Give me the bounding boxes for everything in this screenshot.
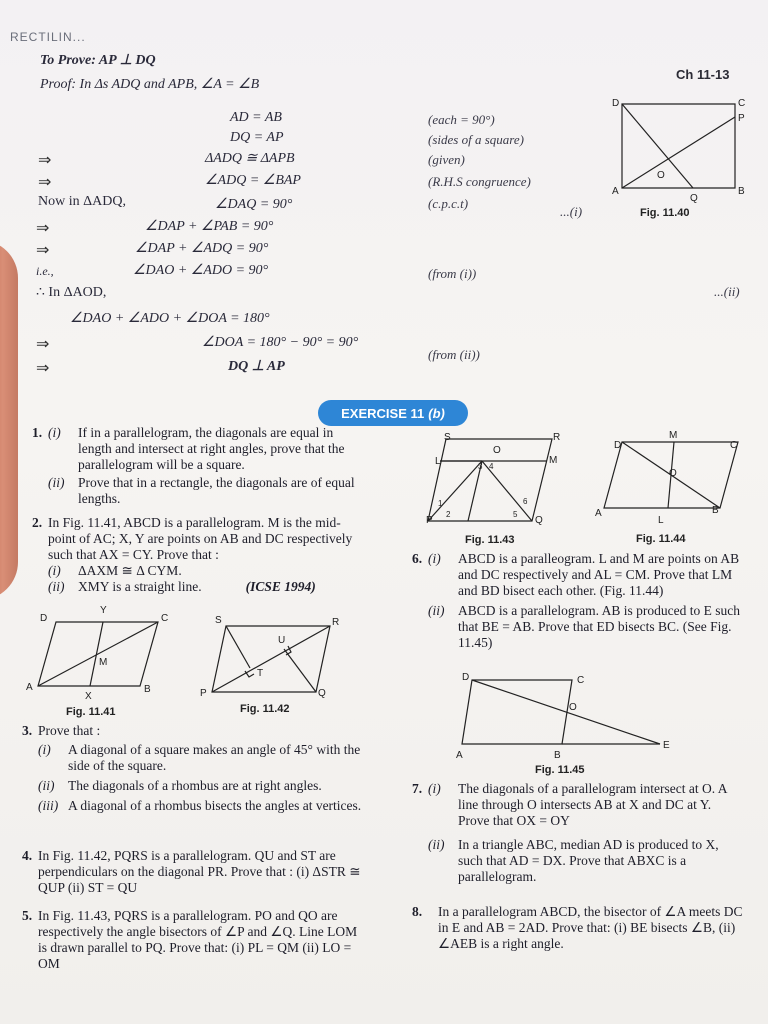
fig1143-line-po [428,461,482,521]
proof-stmt-0: AD = AB [230,110,282,125]
question-7 [412,781,744,885]
fig1140-label-a: A [612,186,619,197]
proof-arrow-6: ⇒ [36,242,50,259]
proof-reason-4: (c.p.c.t) [428,196,469,211]
q1-number: 1. [32,425,43,440]
fig1142-line-st [226,626,250,668]
proof-arrow-7: i.e., [36,264,54,278]
fig1145-label-e: E [663,740,670,751]
q5-text: In Fig. 11.43, PQRS is a parallelogram. PO and QO are respectively the angle bisectors of ∠P and ∠Q. Line LOM is drawn parallel to PQ. Prove that: (i) PL = QM (ii) LO = OM [38,908,358,971]
finger-edge [0,240,18,600]
fig1143-angle-1: 1 [438,499,443,508]
fig1145-label-a: A [456,750,463,761]
proof-arrow-4: Now in ΔADQ, [38,194,126,209]
question-8 [412,904,744,952]
fig1142-label-q: Q [318,688,326,699]
fig1142-right-angle-t [245,671,254,677]
q2-i-text: ΔAXM ≅ Δ CYM. [78,563,182,578]
q6-ii-label: (ii) [428,603,445,618]
q2-ii-label: (ii) [48,579,65,594]
q5-number: 5. [22,908,33,923]
fig1144-caption: Fig. 11.44 [636,533,686,545]
fig1143-label-o: O [493,445,501,456]
fig1143-angle-2: 2 [446,510,451,519]
q7-ii-text: In a triangle ABC, median AD is produced to X, such that AD = DX. Prove that ABXC is a parallelogram. [458,837,719,884]
fig1141-label-d: D [40,613,48,624]
q3-iii-text: A diagonal of a rhombus bisects the angles at vertices. [68,798,362,813]
q3-i-text: A diagonal of a square makes an angle of 45° with the side of the square. [68,742,361,773]
q7-i-label: (i) [428,781,441,796]
q3-ii-label: (ii) [38,778,55,793]
proof-stmt-6: ∠DAP + ∠ADQ = 90° [135,241,269,256]
fig1140-line-ap [622,117,735,188]
fig1142-line-qu [284,649,316,692]
question-1 [32,425,362,507]
proof-tag-i: ...(i) [560,204,583,219]
figure-11-44 [604,440,744,520]
q3-i-label: (i) [38,742,51,757]
fig1143-angle-5: 5 [513,510,518,519]
fig1142-label-p: P [200,688,207,699]
proof-in-aod: ∴ In ΔAOD, [36,285,107,300]
question-6 [412,551,742,651]
fig1143-caption: Fig. 11.43 [465,534,515,546]
question-5 [22,908,362,972]
fig1143-label-m: M [549,455,558,466]
fig1140-label-d: D [612,98,620,109]
fig1142-label-u: U [278,635,286,646]
q3-number: 3. [22,723,33,738]
fig1145-label-d: D [462,672,470,683]
fig1140-label-q: Q [690,193,698,204]
fig1145-label-o: O [569,702,577,713]
question-2 [32,515,362,595]
proof-stmt-2: ΔADQ ≅ ΔAPB [205,151,295,166]
q2-number: 2. [32,515,43,530]
proof-arrow-5: ⇒ [36,220,50,237]
fig1141-label-c: C [161,613,169,624]
fig1142-diagonal-pr [212,626,330,692]
fig1145-parallelogram [462,680,572,744]
fig1141-label-y: Y [100,605,107,616]
fig1140-label-b: B [738,186,745,197]
fig1143-label-q: Q [535,515,543,526]
fig1143-parallelogram [428,439,552,521]
fig1141-label-x: X [85,691,92,702]
fig1142-caption: Fig. 11.42 [240,703,290,715]
fig1141-caption: Fig. 11.41 [66,706,116,718]
proof-reason-1: (sides of a square) [428,132,524,147]
q6-number: 6. [412,551,423,566]
proof-reason-2: (given) [428,152,465,167]
proof-stmt-5: ∠DAP + ∠PAB = 90° [145,219,274,234]
q2-i-label: (i) [48,563,61,578]
fig1144-label-d: D [614,440,622,451]
proof-sum-line: ∠DAO + ∠ADO + ∠DOA = 180° [70,311,270,326]
q2-ii-text: XMY is a straight line. [78,579,202,594]
proof-doa-reason: (from (ii)) [428,347,480,362]
figure-11-40 [605,95,755,205]
fig1140-label-c: C [738,98,746,109]
fig1145-label-c: C [577,675,585,686]
fig1143-angle-6: 6 [523,497,528,506]
fig1144-label-o: O [669,468,677,479]
fig1143-angle-3: 3 [478,462,483,471]
question-4 [22,848,362,896]
fig1140-square [622,104,735,188]
fig1143-label-l: L [435,456,441,467]
proof-stmt-3: ∠ADQ = ∠BAP [205,173,301,188]
proof-reason-0: (each = 90°) [428,112,495,127]
exercise-banner [318,400,468,426]
fig1142-label-s: S [215,615,222,626]
proof-arrow-2: ⇒ [38,152,52,169]
chapter-tag: Ch 11-13 [676,67,730,82]
q7-i-text: The diagonals of a parallelogram intersect at O. A line through O intersects AB at X and DC at Y. Prove that OX = OY [458,781,727,828]
q6-i-text: ABCD is a paralleogram. L and M are points on AB and DC respectively and AL = CM. Prove that LM and BD bisect each other. (Fig. 11.44) [458,551,740,598]
q1-ii-text: Prove that in a rectangle, the diagonals are of equal lengths. [78,475,355,506]
fig1141-label-b: B [144,684,151,695]
fig1145-label-b: B [554,750,561,761]
proof-arrow-9: ⇒ [36,360,50,377]
q7-number: 7. [412,781,423,796]
fig1140-label-p: P [738,113,745,124]
q1-i-text: If in a parallelogram, the diagonals are equal in length and intersect at right angles, prove that the parallelogram will be a square. [78,425,345,472]
exercise-title: EXERCISE 11 [341,405,425,421]
fig1143-label-r: R [553,432,561,443]
fig1142-label-r: R [332,617,340,628]
exercise-part: (b) [428,405,445,421]
q3-ii-text: The diagonals of a rhombus are at right angles. [68,778,322,793]
proof-tag-ii: ...(ii) [714,284,740,299]
q2-text: In Fig. 11.41, ABCD is a parallelogram. M is the mid-point of AC; X, Y are points on AB and DC respectively such that AX = CY. Prove that : [48,515,353,562]
q6-ii-text: ABCD is a parallelogram. AB is produced to E such that BE = AB. Prove that ED bisects BC. (See Fig. 11.45) [458,603,740,650]
q1-i-label: (i) [48,425,61,440]
running-head: RECTILIN... [10,30,86,44]
fig1145-line-de [472,680,660,744]
q7-ii-label: (ii) [428,837,445,852]
fig1145-caption: Fig. 11.45 [535,764,585,776]
fig1143-label-p: P [426,515,433,526]
q4-text: In Fig. 11.42, PQRS is a parallelogram. QU and ST are perpendiculars on the diagonal PR. Prove that : (i) ΔSTR ≅ QUP (ii) ST = QU [38,848,361,895]
q2-source: (ICSE 1994) [245,579,316,594]
fig1142-label-t: T [257,668,264,679]
q3-iii-label: (iii) [38,798,59,813]
to-prove: To Prove: AP ⊥ DQ [40,53,156,68]
fig1144-label-b: B [712,505,719,516]
proof-arrow-3: ⇒ [38,174,52,191]
q4-number: 4. [22,848,33,863]
fig1141-label-m: M [99,657,108,668]
proof-stmt-1: DQ = AP [230,130,284,145]
fig1143-angle-4: 4 [489,462,494,471]
proof-reason-3: (R.H.S congruence) [428,174,531,189]
proof-doa-line: ∠DOA = 180° − 90° = 90° [202,335,359,350]
fig1144-label-a: A [595,508,602,519]
proof-conclusion: DQ ⊥ AP [228,359,285,374]
fig1141-line-xy [90,622,103,686]
fig1144-label-l: L [658,515,664,526]
fig1141-label-a: A [26,682,33,693]
fig1144-label-c: C [730,440,738,451]
question-3 [22,723,362,814]
fig1141-diagonal-ac [38,622,158,686]
q1-ii-label: (ii) [48,475,65,490]
proof-intro: Proof: In Δs ADQ and APB, ∠A = ∠B [40,77,260,92]
q8-text: In a parallelogram ABCD, the bisector of ∠A meets DC in E and AB = 2AD. Prove that: (i) BE bisects ∠B, (ii) ∠AEB is a right angle. [438,904,743,951]
figure-11-45 [462,678,682,748]
fig1140-label-o: O [657,170,665,181]
q8-number: 8. [412,904,423,919]
proof-stmt-4: ∠DAQ = 90° [215,197,293,212]
fig1144-label-m: M [669,430,678,441]
q6-i-label: (i) [428,551,441,566]
fig1143-label-s: S [444,432,451,443]
fig1140-caption: Fig. 11.40 [640,207,690,219]
proof-stmt-7: ∠DAO + ∠ADO = 90° [133,263,269,278]
proof-reason-7: (from (i)) [428,266,477,281]
q3-text: Prove that : [38,723,101,738]
proof-arrow-8: ⇒ [36,336,50,353]
